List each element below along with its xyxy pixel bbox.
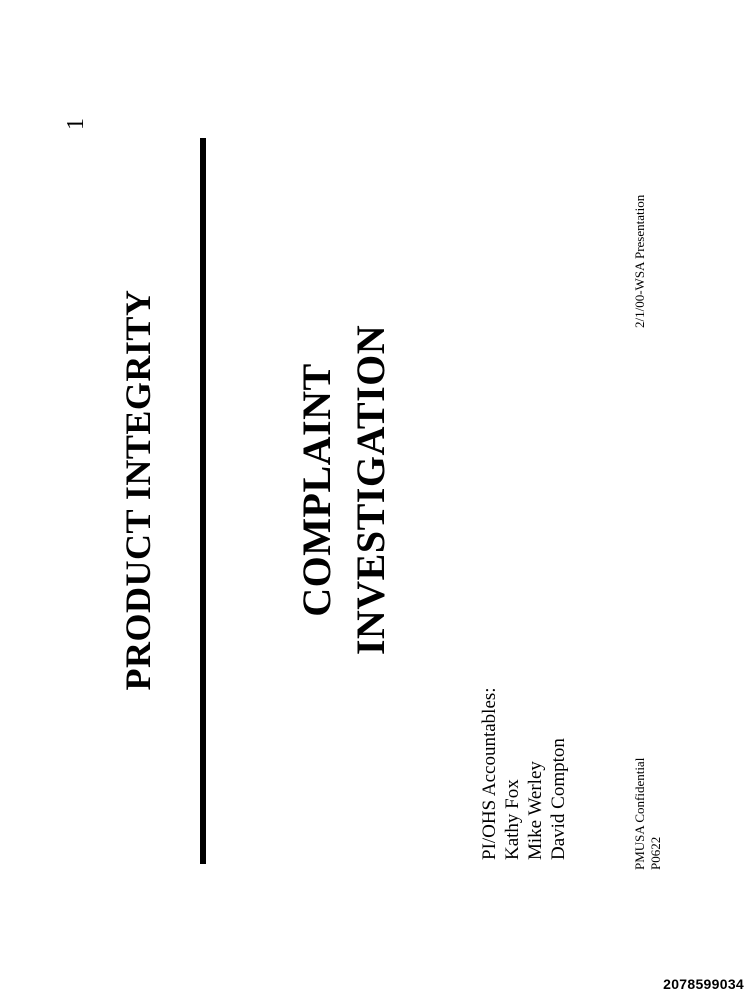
title-divider — [200, 138, 206, 864]
document-code: P0622 — [648, 836, 663, 870]
footer-left — [632, 758, 664, 870]
presentation-label: 2/1/00-WSA Presentation — [632, 194, 647, 328]
accountable-name: Kathy Fox — [502, 779, 523, 860]
subtitle-line-2: INVESTIGATION — [348, 324, 393, 656]
accountable-name: David Compton — [548, 738, 569, 860]
confidential-label: PMUSA Confidential — [632, 757, 647, 870]
subtitle-line-1: COMPLAINT — [294, 363, 339, 617]
accountables-heading: PI/OHS Accountables: — [479, 687, 500, 860]
accountables-block — [478, 687, 570, 860]
bates-number: 2078599034 — [663, 976, 744, 992]
accountable-name: Mike Werley — [525, 761, 546, 860]
slide-title: PRODUCT INTEGRITY — [118, 289, 158, 691]
slide-subtitle — [290, 280, 398, 700]
slide-number: 1 — [63, 118, 89, 130]
